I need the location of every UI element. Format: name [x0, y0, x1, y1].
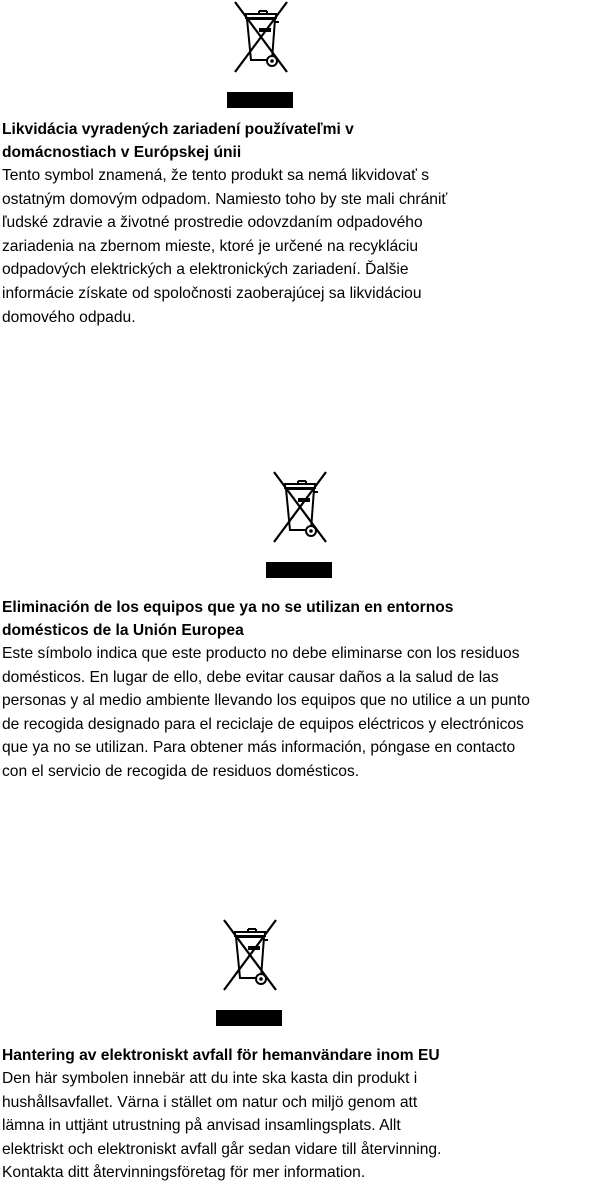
section-sv [2, 1044, 610, 1185]
weee-bin-icon [262, 470, 342, 580]
section-title [2, 596, 610, 642]
weee-bin-icon [212, 918, 292, 1028]
section-body [2, 164, 610, 329]
body-line: zariadenia na zbernom mieste, ktoré je určené na recykláciu [2, 237, 419, 255]
section-body [2, 1067, 610, 1185]
body-line: Tento symbol znamená, že tento produkt sa nemá likvidovať s [2, 167, 430, 184]
weee-bin-icon [223, 0, 303, 110]
body-line: odpadových elektrických a elektronických zariadení. Ďalšie [2, 261, 409, 279]
body-line: personas y al medio ambiente llevando los equipos que no utilice a un punto [2, 692, 530, 710]
body-line: domového odpadu. [2, 308, 136, 326]
body-line: Den här symbolen innebär att du inte ska kasta din produkt i [2, 1070, 418, 1087]
title-line: Hantering av elektroniskt avfall för hemanvändare inom EU [2, 1047, 440, 1064]
body-line: con el servicio de recogida de residuos domésticos. [2, 762, 360, 780]
body-line: domésticos. En lugar de ello, debe evitar causar daños a la salud de las [2, 668, 499, 686]
body-line: lämna in uttjänt utrustning på anvisad insamlingsplats. Allt [2, 1117, 401, 1135]
body-line: que ya no se utilizan. Para obtener más información, póngase en contacto [2, 739, 516, 757]
body-line: informácie získate od spoločnosti zaoberajúcej sa likvidáciou [2, 284, 422, 302]
title-line: domácnostiach v Európskej únii [2, 144, 242, 161]
section-es [2, 596, 610, 784]
section-title [2, 1044, 610, 1067]
section-sk [2, 118, 610, 329]
body-line: elektriskt och elektroniskt avfall går sedan vidare till återvinning. [2, 1140, 442, 1158]
body-line: de recogida designado para el reciclaje de equipos eléctricos y electrónicos [2, 715, 524, 733]
section-body [2, 642, 610, 784]
title-line: domésticos de la Unión Europea [2, 622, 244, 639]
body-line: ľudské zdravie a životné prostredie odovzdaním odpadového [2, 214, 423, 232]
title-line: Eliminación de los equipos que ya no se utilizan en entornos [2, 599, 454, 616]
body-line: Kontakta ditt återvinningsföretag för mer information. [2, 1164, 366, 1182]
section-title [2, 118, 610, 164]
body-line: hushållsavfallet. Värna i stället om natur och miljö genom att [2, 1093, 418, 1111]
body-line: ostatným domovým odpadom. Namiesto toho by ste mali chrániť [2, 190, 448, 208]
title-line: Likvidácia vyradených zariadení používateľmi v [2, 121, 354, 138]
body-line: Este símbolo indica que este producto no debe eliminarse con los residuos [2, 645, 520, 662]
